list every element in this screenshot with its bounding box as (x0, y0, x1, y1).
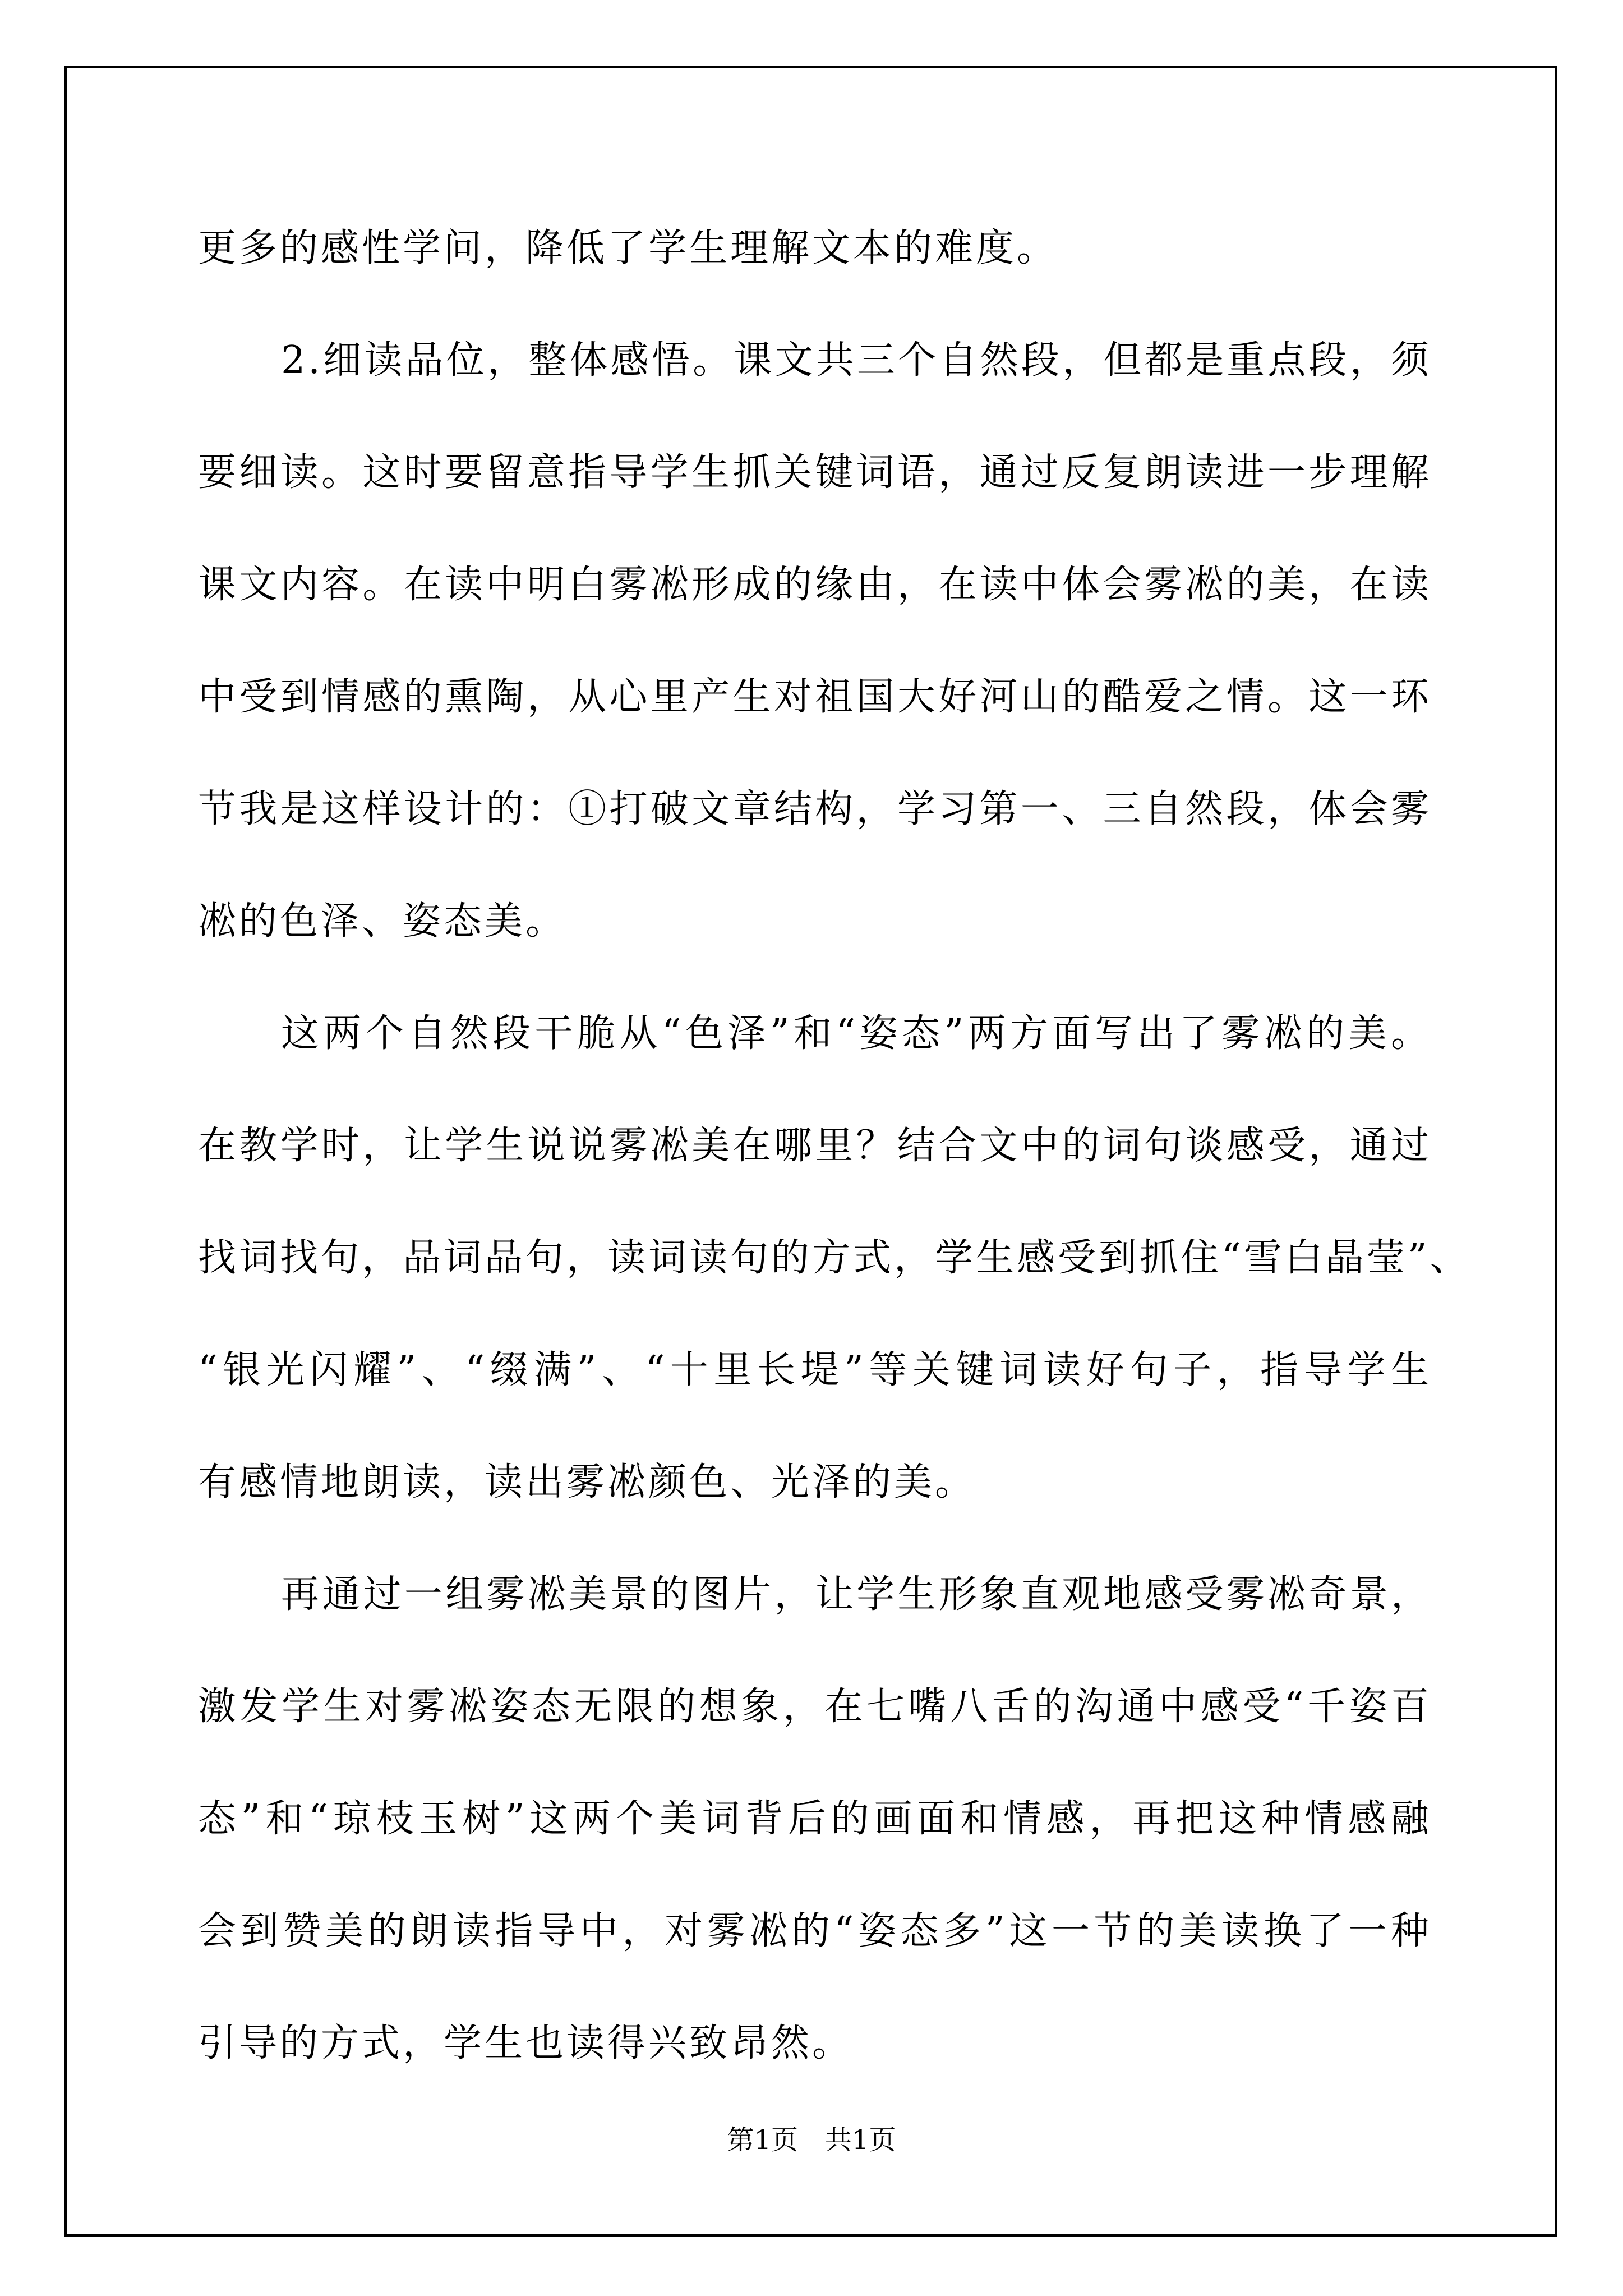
text-line: 要细读。这时要留意指导学生抓关键词语，通过反复朗读进一步理解 (198, 450, 1432, 495)
text-line: 中受到情感的熏陶，从心里产生对祖国大好河山的酷爱之情。这一环 (198, 675, 1432, 719)
text-line: 更多的感性学问，降低了学生理解文本的难度。 (198, 226, 1058, 270)
text-line: 凇的色泽、姿态美。 (198, 899, 567, 944)
text-line: 课文内容。在读中明白雾凇形成的缘由，在读中体会雾凇的美，在读 (198, 563, 1432, 607)
text-line: 引导的方式，学生也读得兴致昂然。 (198, 2021, 854, 2065)
text-line: 这两个自然段干脆从“色泽”和“姿态”两方面写出了雾凇的美。 (281, 1011, 1432, 1056)
text-line: “银光闪耀”、“缀满”、“十里长堤”等关键词读好句子，指导学生 (198, 1348, 1432, 1392)
text-line: 2.细读品位，整体感悟。课文共三个自然段，但都是重点段，须 (281, 338, 1432, 383)
page-footer (0, 2123, 1623, 2157)
text-line: 再通过一组雾凇美景的图片，让学生形象直观地感受雾凇奇景， (281, 1572, 1432, 1617)
text-line: 激发学生对雾凇姿态无限的想象，在七嘴八舌的沟通中感受“千姿百 (198, 1685, 1432, 1729)
text-line: 找词找句，品词品句，读词读句的方式，学生感受到抓住“雪白晶莹”、 (198, 1236, 1471, 1280)
text-line: 会到赞美的朗读指导中，对雾凇的“姿态多”这一节的美读换了一种 (198, 1909, 1432, 1953)
text-line: 在教学时，让学生说说雾凇美在哪里？结合文中的词句谈感受，通过 (198, 1124, 1432, 1168)
text-line: 有感情地朗读，读出雾凇颜色、光泽的美。 (198, 1460, 976, 1504)
text-line: 节我是这样设计的：①打破文章结构，学习第一、三自然段，体会雾 (198, 787, 1432, 831)
page-number: 第1页 共1页 (727, 2124, 896, 2156)
text-line: 态”和“琼枝玉树”这两个美词背后的画面和情感，再把这种情感融 (198, 1797, 1432, 1841)
